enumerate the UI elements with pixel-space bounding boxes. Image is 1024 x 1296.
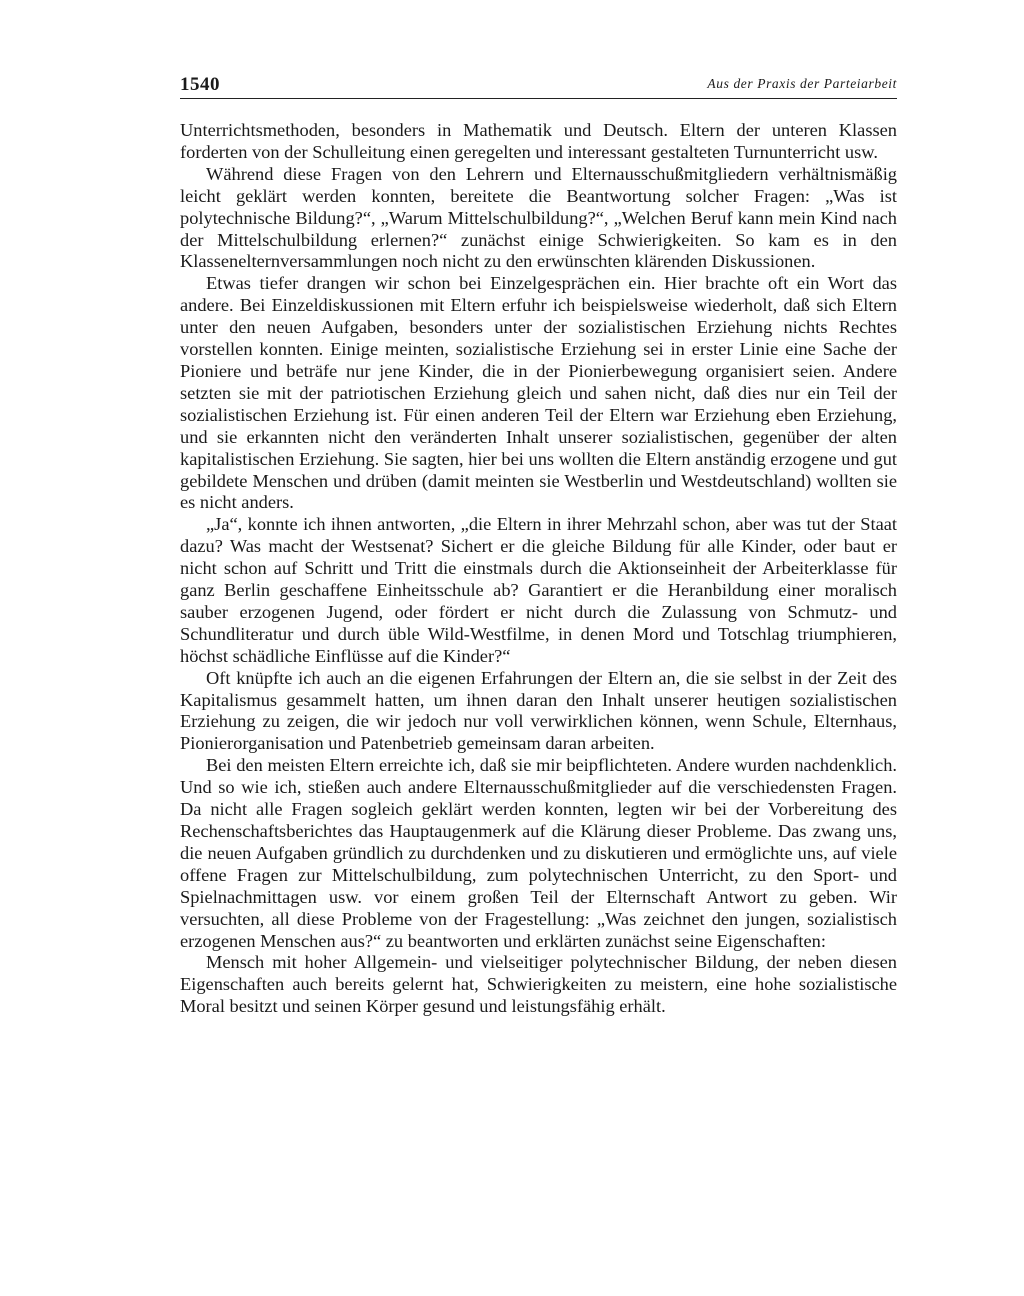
- running-head: Aus der Praxis der Parteiarbeit: [707, 76, 897, 91]
- paragraph-1: Unterrichtsmethoden, besonders in Mathematik und Deutsch. Eltern der unteren Klassen forderten von der Schulleitung einen geregelten und interessant gestalteten Turnunterricht usw.: [180, 120, 897, 162]
- page-header: [180, 72, 897, 99]
- paragraph-4: „Ja“, konnte ich ihnen antworten, „die Eltern in ihrer Mehrzahl schon, aber was tut der Staat dazu? Was macht der Westsenat? Sichert er die gleiche Bildung für alle Kinder, oder baut er nicht schon auf Schritt und Tritt die einstmals durch die Aktionseinheit der Arbeiterklasse für ganz Berlin geschaffene Einheitsschule ab? Garantiert er die Heranbildung einer moralisch sauber erzogenen Jugend, oder fördert er nicht durch die Zulassung von Schmutz- und Schundliteratur und durch üble Wild-Westfilme, in denen Mord und Totschlag triumphieren, höchst schädliche Einflüsse auf die Kinder?“: [180, 514, 897, 666]
- page-number: 1540: [180, 74, 220, 95]
- paragraph-3: Etwas tiefer drangen wir schon bei Einzelgesprächen ein. Hier brachte oft ein Wort das andere. Bei Einzeldiskussionen mit Eltern erfuhr ich beispielsweise wiederholt, daß sich Eltern unter den neuen Aufgaben, besonders unter der sozialistischen Erziehung nichts Rechtes vorstellen konnten. Einige meinten, sozialistische Erziehung sei in erster Linie eine Sache der Pioniere und beträfe nur jene Kinder, die in der Pionierbewegung organisiert seien. Andere setzten sie mit der patriotischen Erziehung gleich und sahen nicht, daß dies nur ein Teil der sozialistischen Erziehung ist. Für einen anderen Teil der Eltern war Erziehung eben Erziehung, und sie erkannten nicht den veränderten Inhalt unserer sozialistischen, gegenüber der alten kapitalistischen Erziehung. Sie sagten, hier bei uns wollten die Eltern anständig erzogene und gut gebildete Menschen und drüben (damit meinten sie Westberlin und Westdeutschland) wollten sie es nicht anders.: [180, 273, 897, 513]
- paragraph-2: Während diese Fragen von den Lehrern und Elternausschußmitgliedern verhältnismäßig leicht geklärt werden konnten, bereitete die Beantwortung solcher Fragen: „Was ist polytechnische Bildung?“, „Warum Mittelschulbildung?“, „Welchen Beruf kann mein Kind nach der Mittelschulbildung erlernen?“ zunächst einige Schwierigkeiten. So kam es in den Klassenelternversammlungen noch nicht zu den erwünschten klärenden Diskussionen.: [180, 163, 897, 272]
- body-text: [180, 120, 897, 1018]
- paragraph-7: Mensch mit hoher Allgemein- und vielseitiger polytechnischer Bildung, der neben diesen Eigenschaften auch bereits gelernt hat, Schwierigkeiten zu meistern, eine hohe sozialistische Moral besitzt und seinen Körper gesund und leistungsfähig erhält.: [180, 952, 897, 1017]
- paragraph-5: Oft knüpfte ich auch an die eigenen Erfahrungen der Eltern an, die sie selbst in der Zeit des Kapitalismus gesammelt hatten, um ihnen daran den Inhalt unserer heutigen sozialistischen Erziehung zu zeigen, die wir jedoch nur voll verwirklichen können, wenn Schule, Elternhaus, Pionierorganisation und Patenbetrieb gemeinsam daran arbeiten.: [180, 667, 897, 754]
- paragraph-6: Bei den meisten Eltern erreichte ich, daß sie mir beipflichteten. Andere wurden nachdenklich. Und so wie ich, stießen auch andere Elternausschußmitglieder auf die verschiedensten Fragen. Da nicht alle Fragen sogleich geklärt werden konnten, legten wir bei der Vorbereitung des Rechenschaftsberichtes das Hauptaugenmerk auf die Klärung dieser Probleme. Das zwang uns, die neuen Aufgaben gründlich zu durchdenken und zu diskutieren und ermöglichte uns, auf viele offene Fragen zur Mittelschulbildung, zum polytechnischen Unterricht, zu den Sport- und Spielnachmittagen usw. vor einem großen Teil der Elternschaft Antwort zu geben. Wir versuchten, all diese Probleme von der Fragestellung: „Was zeichnet den jungen, sozialistisch erzogenen Menschen aus?“ zu beantworten und erklärten zunächst seine Eigenschaften:: [180, 755, 897, 951]
